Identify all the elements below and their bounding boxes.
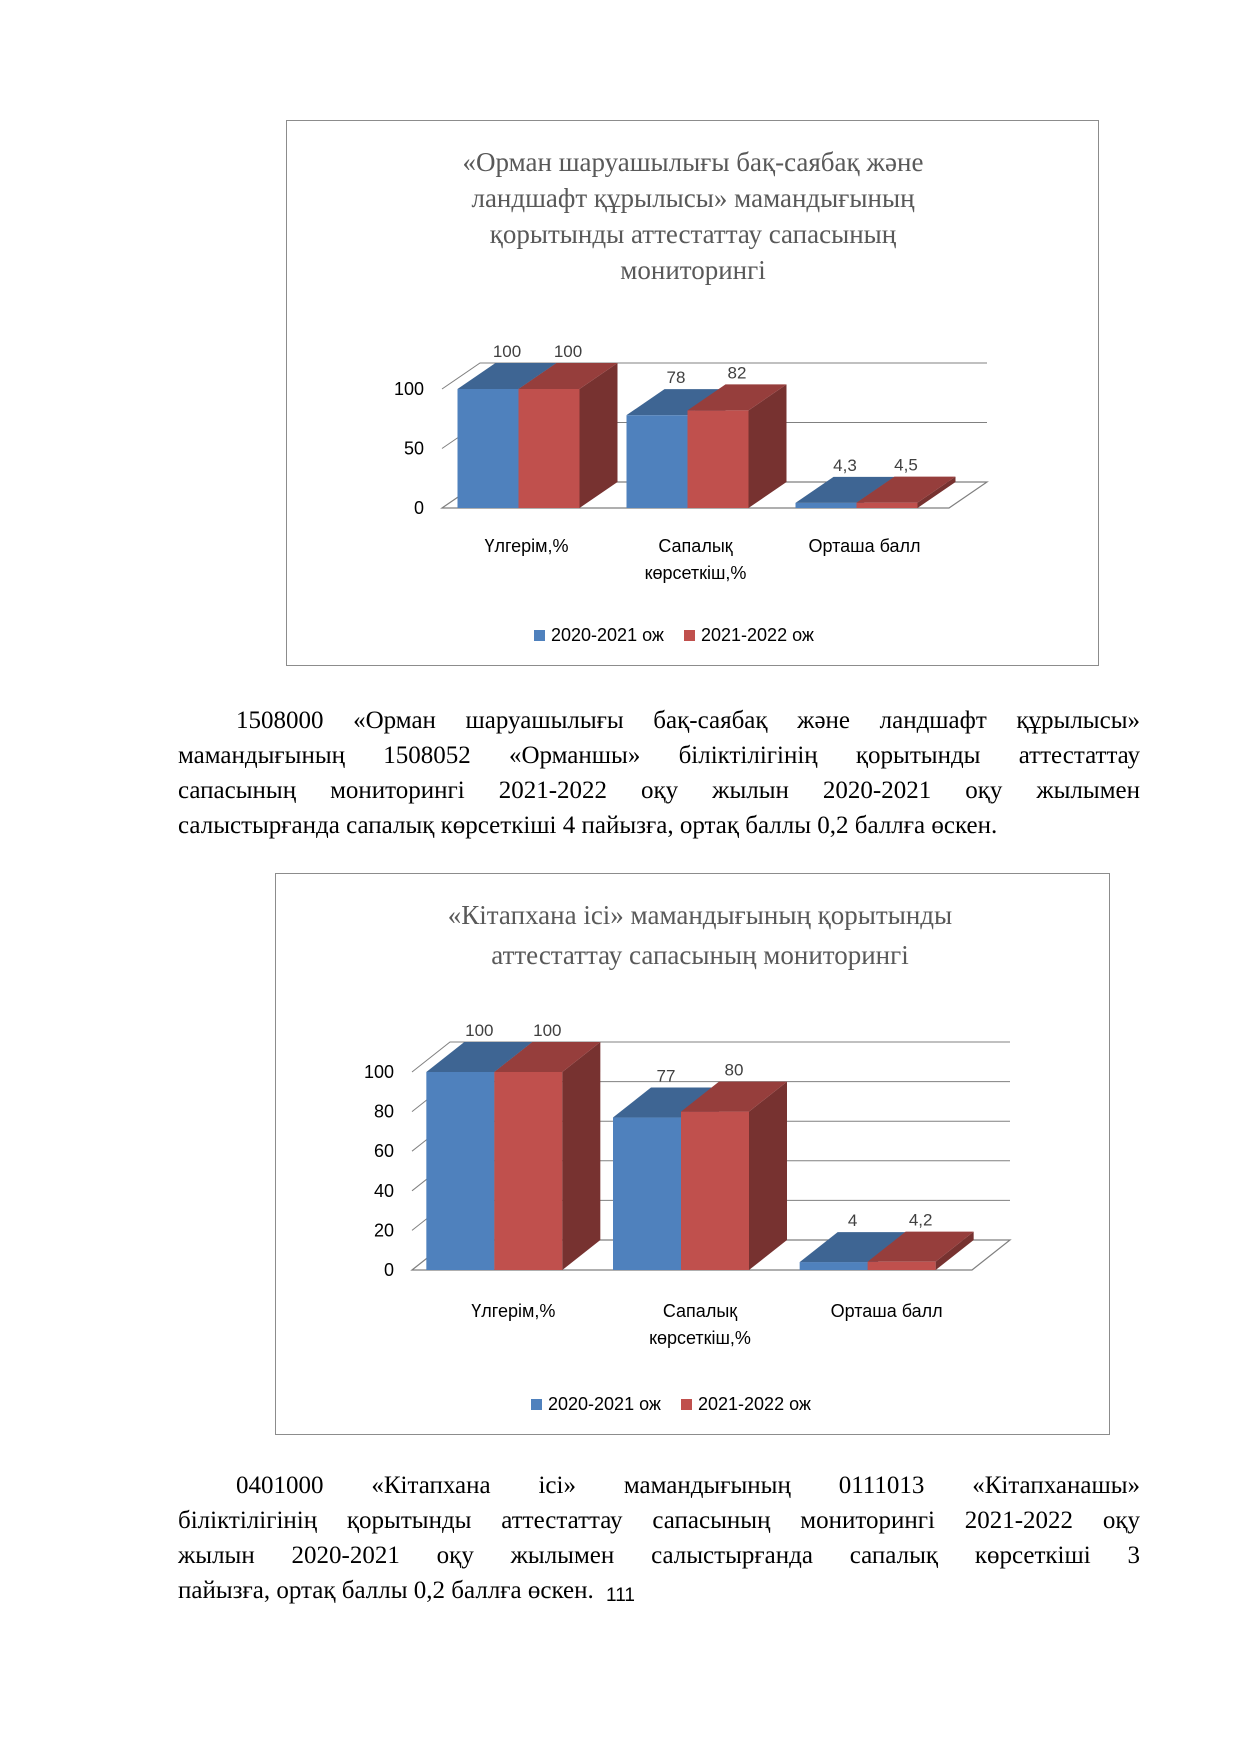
paragraph-2-line-4: пайызға, ортақ баллы 0,2 баллға өскен. <box>178 1577 594 1604</box>
data-label: 82 <box>727 363 747 383</box>
data-label: 78 <box>666 368 686 388</box>
bar-front <box>681 1112 749 1270</box>
x-category-label: Үлгерім,% <box>471 1301 556 1321</box>
data-label: 4,2 <box>908 1210 933 1230</box>
legend-swatch-1 <box>531 1399 542 1410</box>
legend-swatch-2 <box>684 630 695 641</box>
paragraph-1-line-2: мамандығының 1508052 «Орманшы» біліктілігінің қорытынды аттестаттау <box>178 742 1140 769</box>
y-tick-label: 60 <box>373 1141 394 1162</box>
legend-label-2: 2021-2022 ож <box>701 625 814 645</box>
bar-front <box>857 503 918 508</box>
y-tick-label: 0 <box>383 1260 394 1280</box>
paragraph-2-line-3: жылын 2020-2021 оқу жылымен салыстырғанда сапалық көрсеткіші 3 <box>178 1542 1140 1569</box>
x-category-label: көрсеткіш,% <box>644 563 747 583</box>
y-tick-label: 100 <box>363 1062 394 1082</box>
y-tick-label: 20 <box>373 1220 394 1241</box>
bar-front <box>688 410 749 508</box>
y-tick-label: 40 <box>373 1180 394 1201</box>
bar-side <box>562 1042 600 1270</box>
bar-side <box>749 1082 787 1270</box>
chart-title-line: ландшафт құрылысы» мамандығының <box>471 183 915 213</box>
paragraph-1 <box>178 703 1140 843</box>
data-label: 100 <box>533 1021 562 1040</box>
y-tick-label: 100 <box>393 379 424 399</box>
bar-2-2 <box>688 384 787 508</box>
data-label: 4 <box>847 1211 858 1231</box>
bar-front <box>627 415 688 508</box>
paragraph-1-line-3: сапасының мониторингі 2021-2022 оқу жылын 2020-2021 оқу жылымен <box>178 777 1140 804</box>
paragraph-2-line-2: біліктілігінің қорытынды аттестаттау сапасының мониторингі 2021-2022 оқу <box>178 1507 1140 1534</box>
y-tick-label: 80 <box>373 1101 394 1122</box>
bar-front <box>868 1262 936 1270</box>
chart-1 <box>287 121 1100 667</box>
x-category-label: Орташа балл <box>830 1301 943 1321</box>
x-category-label: Сапалық <box>658 536 733 556</box>
y-tick-label: 0 <box>413 498 424 518</box>
paragraph-1-line-4: салыстырғанда сапалық көрсеткіші 4 пайызға, ортақ баллы 0,2 баллға өскен. <box>178 812 998 839</box>
bar-front <box>796 503 857 508</box>
y-tick-label: 50 <box>403 438 424 459</box>
bar-front <box>426 1072 494 1270</box>
legend-swatch-2 <box>681 1399 692 1410</box>
paragraph-1-line-1: 1508000 «Орман шаруашылығы бақ-саябақ және ландшафт құрылысы» <box>236 707 1140 734</box>
chart-title-line: «Орман шаруашылығы бақ-саябақ және <box>462 147 924 177</box>
bar-2-2 <box>681 1082 787 1270</box>
legend-label-1: 2020-2021 ож <box>548 1394 661 1414</box>
data-label: 100 <box>553 342 583 361</box>
bar-2-1 <box>494 1042 600 1270</box>
bar-front <box>458 389 519 508</box>
x-category-label: көрсеткіш,% <box>649 1328 751 1348</box>
x-category-label: Орташа балл <box>808 536 921 556</box>
data-label: 77 <box>656 1066 676 1086</box>
legend-label-1: 2020-2021 ож <box>551 625 664 645</box>
bar-front <box>519 389 580 508</box>
data-label: 4,3 <box>833 455 857 475</box>
bar-2-1 <box>519 363 618 508</box>
chart-title-line: «Кітапхана ісі» мамандығының қорытынды <box>447 900 953 930</box>
bar-front <box>800 1262 868 1270</box>
bar-front <box>494 1072 562 1270</box>
legend-label-2: 2021-2022 ож <box>698 1394 811 1414</box>
chart-title-line: қорытынды аттестаттау сапасының <box>489 219 897 249</box>
paragraph-2-line-1: 0401000 «Кітапхана ісі» мамандығының 0111013 «Кітапханашы» <box>236 1472 1140 1499</box>
legend-swatch-1 <box>534 630 545 641</box>
data-label: 4,5 <box>894 455 918 475</box>
bar-front <box>613 1118 681 1270</box>
x-category-label: Үлгерім,% <box>484 536 569 556</box>
data-label: 100 <box>492 342 522 361</box>
chart-1-frame <box>286 120 1099 666</box>
chart-title-line: мониторингі <box>620 255 766 285</box>
data-label: 80 <box>724 1060 744 1080</box>
data-label: 100 <box>465 1021 494 1040</box>
page-number: 111 <box>606 1585 635 1606</box>
x-category-label: Сапалық <box>662 1301 738 1321</box>
chart-title-line: аттестаттау сапасының мониторингі <box>491 940 909 970</box>
chart-2 <box>276 874 1111 1436</box>
chart-2-frame <box>275 873 1110 1435</box>
